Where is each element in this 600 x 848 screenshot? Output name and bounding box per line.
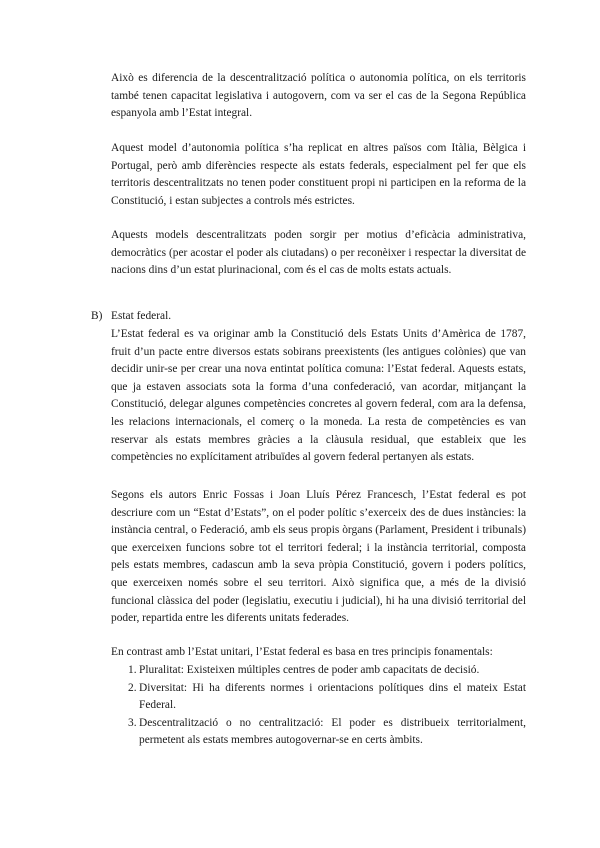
list-item-number: 3. (128, 716, 137, 729)
list-item-text: Descentralització o no centralització: El poder es distribueix territorialment, permetent als estats membres autogovernar-se en certs àmbits. (139, 716, 526, 747)
paragraph-three-principles: En contrast amb l’Estat unitari, l’Estat federal es basa en tres principis fonamentals: (111, 646, 493, 658)
list-item-text: Diversitat: Hi ha diferents normes i orientacions polítiques dins el mateix Estat Federal. (139, 681, 526, 712)
section-letter: B) (91, 310, 103, 322)
list-item (111, 715, 526, 750)
paragraph-decentralized-models: Aquests models descentralitzats poden sorgir per motius d’eficàcia administrativa, democràtics (per acostar el poder als ciutadans) o per reconèixer i respectar la diversitat de nacions dins d’un estat plurinacional, com és el cas de molts estats actuals. (111, 229, 526, 277)
paragraph-state-of-states: Segons els autors Enric Fossas i Joan Lluís Pérez Francesch, l’Estat federal es pot descriure com un “Estat d’Estats”, on el poder polític s’exerceix des de dues instàncies: la instància central, o Federació, amb els seus propis òrgans (Parlament, President i tribunals) que exerceixen funcions sobre tot el territori federal; i la instància territorial, composta pels estats membres, cadascun amb la seva pròpia Constitució, govern i poders polítics, que exerceixen només sobre el seu territori. Això significa que, a més de la divisió funcional clàssica del poder (legislatiu, executiu i judicial), hi ha una divisió territorial del poder, repartida entre les diferents unitats federades. (111, 489, 526, 625)
list-item-text: Pluralitat: Existeixen múltiples centres de poder amb capacitats de decisió. (139, 664, 480, 676)
section-heading (91, 308, 526, 326)
section-title: Estat federal. (111, 310, 172, 322)
list-item-number: 2. (128, 681, 137, 694)
paragraph-political-autonomy: Això es diferencia de la descentralització política o autonomia política, on els territoris també tenen capacitat legislativa i autogovern, com va ser el cas de la Segona República espanyola amb l’Estat integral. (111, 72, 526, 120)
list-item (111, 662, 526, 680)
paragraph-autonomy-model: Aquest model d’autonomia política s’ha replicat en altres països com Itàlia, Bèlgica i Portugal, però amb diferències respecte als estats federals, especialment pel fer que els territoris descentralitzats no tenen poder constituent propi ni participen en la reforma de la Constitució, i estan subjectes a controls més estrictes. (111, 142, 526, 207)
list-item (111, 680, 526, 715)
paragraph-federal-origin: L’Estat federal es va originar amb la Constitució dels Estats Units d’Amèrica de 1787, fruit d’un pacte entre diversos estats sobirans preexistents (les antigues colònies) que van decidir unir-se per crear una nova entintat política comuna: l’Estat federal. Aquests estats, que ja estaven associats sota la forma d’una confederació, van acordar, mitjançant la Constitució, delegar algunes competències concretes al govern federal, com ara la defensa, les relacions internacionals, el comerç o la moneda. La resta de competències es van reservar als estats membres gràcies a la clàusula residual, que estableix que les competències no explícitament atribuïdes al govern federal pertanyen als estats. (111, 328, 526, 464)
principles-list (111, 662, 526, 750)
list-item-number: 1. (128, 664, 137, 676)
